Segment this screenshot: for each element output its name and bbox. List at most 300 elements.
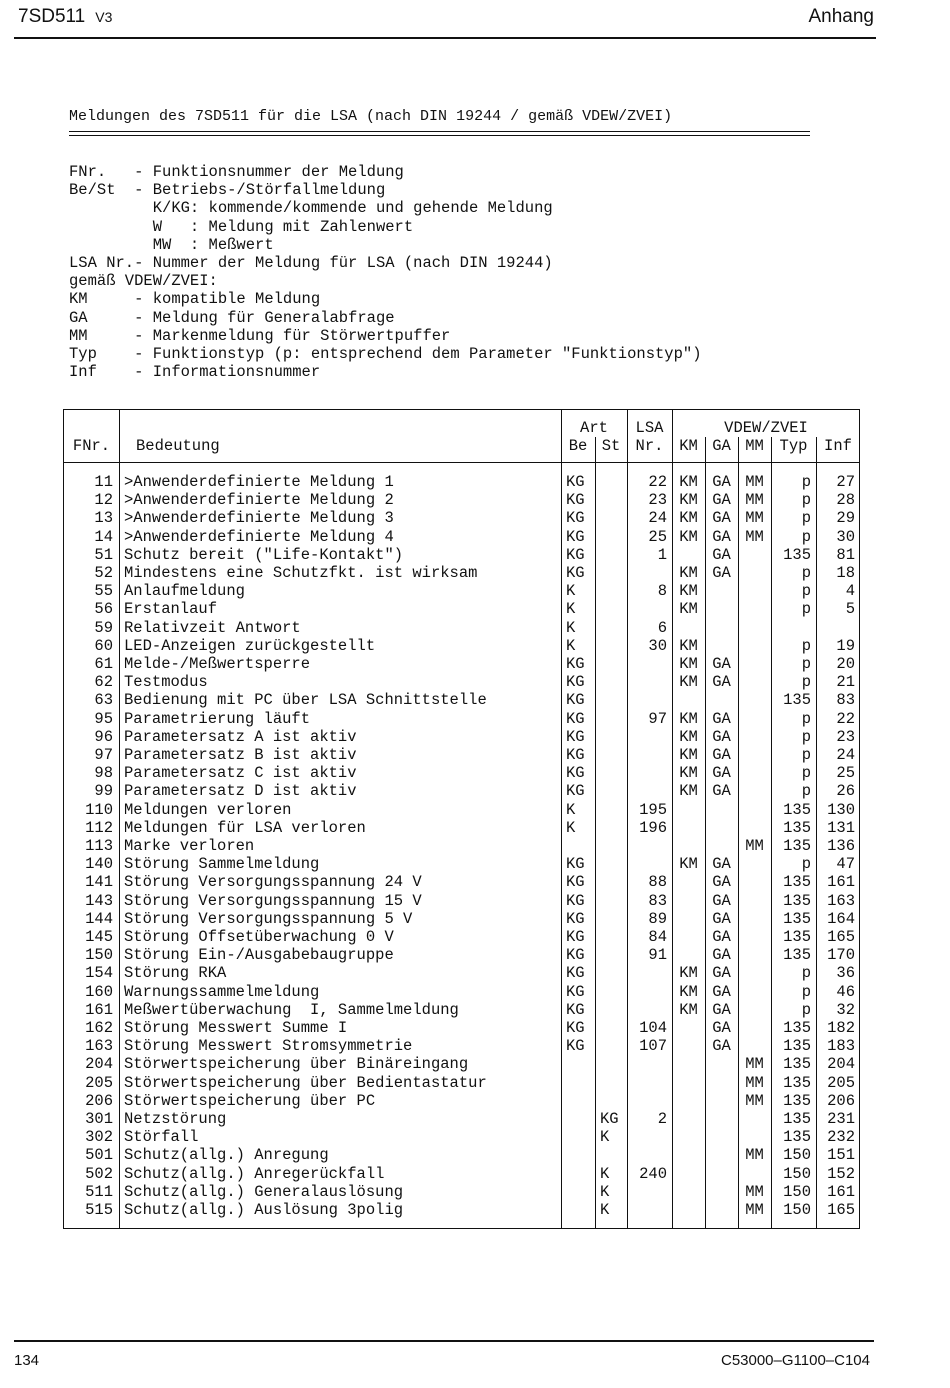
cell-typ: p	[801, 636, 811, 655]
cell-lsa: 97	[648, 709, 667, 728]
cell-text: Parametersatz C ist aktiv	[124, 764, 357, 783]
cell-be: K	[566, 818, 576, 837]
cell-ga: GA	[712, 873, 731, 892]
cell-fnr: 502	[85, 1164, 113, 1183]
cell-text: Schutz(allg.) Anregerückfall	[124, 1164, 385, 1183]
header-inf: Inf	[824, 437, 852, 455]
cell-text: Störung Versorgungsspannung 15 V	[124, 891, 422, 910]
cell-fnr: 511	[85, 1182, 113, 1201]
cell-fnr: 113	[85, 837, 113, 855]
cell-inf: 19	[836, 636, 855, 655]
cell-ga: GA	[712, 928, 731, 946]
cell-typ: p	[801, 1000, 811, 1019]
cell-lsa: 6	[657, 618, 667, 637]
cell-fnr: 97	[94, 746, 113, 764]
cell-ga: GA	[712, 545, 731, 564]
cell-text: >Anwenderdefinierte Meldung 3	[124, 509, 394, 528]
footer-rule	[14, 1340, 874, 1342]
cell-fnr: 95	[94, 709, 113, 728]
cell-km: KM	[679, 655, 698, 673]
cell-mm: MM	[745, 1055, 764, 1074]
cell-text: >Anwenderdefinierte Meldung 2	[124, 491, 394, 510]
cell-lsa: 196	[639, 818, 667, 837]
cell-inf: 165	[827, 1201, 855, 1219]
cell-st: KG	[600, 1110, 619, 1128]
cell-km: KM	[679, 564, 698, 582]
cell-be: K	[566, 582, 576, 601]
cell-text: Schutz(allg.) Anregung	[124, 1146, 329, 1165]
cell-km: KM	[679, 636, 698, 655]
cell-mm: MM	[745, 473, 764, 491]
cell-fnr: 141	[85, 873, 113, 892]
cell-typ: 135	[783, 545, 811, 564]
cell-be: KG	[566, 891, 585, 910]
legend-line: W : Meldung mit Zahlenwert	[69, 217, 414, 236]
cell-lsa: 22	[648, 473, 667, 491]
cell-ga: GA	[712, 491, 731, 510]
header-mm: MM	[745, 437, 764, 455]
legend-line: Inf - Informationsnummer	[69, 363, 321, 382]
cell-km: KM	[679, 782, 698, 801]
cell-inf: 21	[836, 673, 855, 692]
cell-fnr: 63	[94, 691, 113, 710]
cell-text: Schutz(allg.) Generalauslösung	[124, 1182, 404, 1201]
cell-text: Parametersatz D ist aktiv	[124, 782, 357, 801]
cell-fnr: 204	[85, 1055, 113, 1074]
cell-ga: GA	[712, 746, 731, 764]
cell-lsa: 30	[648, 636, 667, 655]
cell-inf: 36	[836, 964, 855, 983]
cell-typ: p	[801, 764, 811, 783]
cell-fnr: 110	[85, 800, 113, 819]
cell-inf: 130	[827, 800, 855, 819]
cell-km: KM	[679, 1000, 698, 1019]
cell-km: KM	[679, 746, 698, 764]
cell-ga: GA	[712, 527, 731, 546]
cell-typ: 135	[783, 1055, 811, 1074]
cell-typ: 135	[783, 909, 811, 928]
cell-be: KG	[566, 491, 585, 510]
cell-fnr: 140	[85, 855, 113, 874]
cell-fnr: 11	[94, 473, 113, 491]
cell-typ: p	[801, 655, 811, 673]
legend-line: Typ - Funktionstyp (p: entsprechend dem Parameter "Funktionstyp")	[69, 345, 702, 364]
cell-text: Störung Messwert Summe I	[124, 1019, 348, 1037]
cell-be: KG	[566, 1037, 585, 1056]
cell-inf: 136	[827, 837, 855, 855]
cell-be: KG	[566, 946, 585, 965]
cell-inf: 183	[827, 1037, 855, 1056]
header-rule	[14, 37, 876, 39]
cell-km: KM	[679, 473, 698, 491]
cell-text: Störung Versorgungsspannung 5 V	[124, 909, 413, 928]
cell-ga: GA	[712, 909, 731, 928]
cell-text: Störfall	[124, 1128, 199, 1147]
cell-ga: GA	[712, 982, 731, 1001]
cell-fnr: 51	[94, 545, 113, 564]
cell-inf: 4	[845, 582, 855, 601]
cell-fnr: 515	[85, 1201, 113, 1219]
cell-typ: 135	[783, 1091, 811, 1110]
legend-line: K/KG: kommende/kommende und gehende Meldung	[69, 199, 553, 218]
cell-ga: GA	[712, 946, 731, 965]
cell-fnr: 99	[94, 782, 113, 801]
cell-fnr: 162	[85, 1019, 113, 1037]
cell-text: Parametersatz A ist aktiv	[124, 727, 357, 746]
heading-double-underline	[69, 131, 810, 136]
cell-lsa: 25	[648, 527, 667, 546]
cell-fnr: 163	[85, 1037, 113, 1056]
cell-typ: p	[801, 673, 811, 692]
cell-be: K	[566, 636, 576, 655]
cell-typ: 150	[783, 1201, 811, 1219]
cell-be: KG	[566, 1019, 585, 1037]
cell-inf: 29	[836, 509, 855, 528]
cell-ga: GA	[712, 1019, 731, 1037]
cell-fnr: 501	[85, 1146, 113, 1165]
cell-text: Schutz(allg.) Auslösung 3polig	[124, 1201, 404, 1219]
col-divider-fnr	[119, 410, 120, 1228]
cell-text: Bedienung mit PC über LSA Schnittstelle	[124, 691, 487, 710]
cell-inf: 182	[827, 1019, 855, 1037]
cell-ga: GA	[712, 564, 731, 582]
cell-typ: p	[801, 855, 811, 874]
cell-st: K	[600, 1164, 610, 1183]
cell-typ: 150	[783, 1146, 811, 1165]
cell-lsa: 107	[639, 1037, 667, 1056]
cell-typ: 135	[783, 1128, 811, 1147]
cell-lsa: 88	[648, 873, 667, 892]
cell-inf: 231	[827, 1110, 855, 1128]
cell-fnr: 150	[85, 946, 113, 965]
cell-ga: GA	[712, 727, 731, 746]
cell-fnr: 206	[85, 1091, 113, 1110]
cell-text: Melde-/Meßwertsperre	[124, 655, 311, 673]
cell-text: Störung Messwert Stromsymmetrie	[124, 1037, 413, 1056]
cell-text: Relativzeit Antwort	[124, 618, 301, 637]
cell-mm: MM	[745, 1073, 764, 1092]
cell-km: KM	[679, 673, 698, 692]
cell-be: K	[566, 618, 576, 637]
cell-inf: 28	[836, 491, 855, 510]
cell-km: KM	[679, 764, 698, 783]
cell-inf: 32	[836, 1000, 855, 1019]
page-number: 134	[14, 1352, 40, 1369]
cell-mm: MM	[745, 1182, 764, 1201]
cell-fnr: 61	[94, 655, 113, 673]
cell-mm: MM	[745, 491, 764, 510]
cell-inf: 151	[827, 1146, 855, 1165]
cell-typ: p	[801, 564, 811, 582]
cell-typ: p	[801, 709, 811, 728]
legend-line: GA - Meldung für Generalabfrage	[69, 308, 395, 327]
cell-text: Störung Offsetüberwachung 0 V	[124, 928, 394, 946]
col-divider-bedeutung	[561, 410, 562, 1228]
cell-ga: GA	[712, 473, 731, 491]
cell-lsa: 2	[657, 1110, 667, 1128]
cell-st: K	[600, 1201, 610, 1219]
cell-inf: 152	[827, 1164, 855, 1183]
cell-st: K	[600, 1182, 610, 1201]
legend-line: MM - Markenmeldung für Störwertpuffer	[69, 326, 451, 345]
cell-inf: 206	[827, 1091, 855, 1110]
cell-km: KM	[679, 491, 698, 510]
cell-lsa: 23	[648, 491, 667, 510]
cell-fnr: 55	[94, 582, 113, 601]
cell-text: Testmodus	[124, 673, 208, 692]
cell-be: K	[566, 600, 576, 619]
legend-line: gemäß VDEW/ZVEI:	[69, 272, 218, 291]
cell-text: Störung Sammelmeldung	[124, 855, 320, 874]
cell-text: LED-Anzeigen zurückgestellt	[124, 636, 376, 655]
cell-inf: 205	[827, 1073, 855, 1092]
cell-typ: 135	[783, 837, 811, 855]
cell-ga: GA	[712, 891, 731, 910]
cell-typ: p	[801, 746, 811, 764]
cell-typ: 135	[783, 928, 811, 946]
legend-line: LSA Nr.- Nummer der Meldung für LSA (nach DIN 19244)	[69, 254, 553, 273]
cell-inf: 22	[836, 709, 855, 728]
cell-be: KG	[566, 473, 585, 491]
cell-km: KM	[679, 509, 698, 528]
cell-text: >Anwenderdefinierte Meldung 1	[124, 473, 394, 491]
cell-be: KG	[566, 673, 585, 692]
cell-km: KM	[679, 582, 698, 601]
cell-be: KG	[566, 727, 585, 746]
cell-text: Parametrierung läuft	[124, 709, 311, 728]
header-typ: Typ	[779, 437, 808, 455]
cell-be: KG	[566, 964, 585, 983]
cell-be: K	[566, 800, 576, 819]
product-version: V3	[95, 9, 113, 25]
cell-mm: MM	[745, 1146, 764, 1165]
cell-fnr: 52	[94, 564, 113, 582]
cell-typ: p	[801, 527, 811, 546]
cell-typ: p	[801, 473, 811, 491]
cell-typ: 135	[783, 891, 811, 910]
cell-be: KG	[566, 782, 585, 801]
header-vdew-zvei: VDEW/ZVEI	[724, 419, 808, 437]
legend-line: MW : Meßwert	[69, 235, 274, 254]
cell-be: KG	[566, 545, 585, 564]
cell-typ: 135	[783, 946, 811, 965]
cell-be: KG	[566, 655, 585, 673]
cell-be: KG	[566, 709, 585, 728]
cell-text: Störwertspeicherung über Binäreingang	[124, 1055, 469, 1074]
cell-lsa: 83	[648, 891, 667, 910]
cell-inf: 165	[827, 928, 855, 946]
cell-be: KG	[566, 527, 585, 546]
cell-typ: p	[801, 582, 811, 601]
header-be: Be	[568, 437, 588, 455]
cell-typ: p	[801, 964, 811, 983]
cell-fnr: 60	[94, 636, 113, 655]
legend	[69, 163, 702, 381]
cell-inf: 23	[836, 727, 855, 746]
cell-lsa: 89	[648, 909, 667, 928]
cell-fnr: 14	[94, 527, 113, 546]
cell-mm: MM	[745, 1091, 764, 1110]
cell-typ: 135	[783, 800, 811, 819]
cell-st: K	[600, 1128, 610, 1147]
cell-be: KG	[566, 1000, 585, 1019]
header-bedeutung: Bedeutung	[136, 437, 220, 455]
cell-text: Anlaufmeldung	[124, 582, 245, 601]
cell-fnr: 59	[94, 618, 113, 637]
cell-km: KM	[679, 600, 698, 619]
cell-inf: 46	[836, 982, 855, 1001]
cell-mm: MM	[745, 837, 764, 855]
cell-inf: 30	[836, 527, 855, 546]
header-lsa-nr: Nr.	[635, 437, 664, 455]
cell-text: Meßwertüberwachung I, Sammelmeldung	[124, 1000, 459, 1019]
cell-be: KG	[566, 982, 585, 1001]
cell-ga: GA	[712, 673, 731, 692]
cell-be: KG	[566, 564, 585, 582]
cell-km: KM	[679, 855, 698, 874]
legend-line: KM - kompatible Meldung	[69, 290, 321, 309]
cell-typ: 135	[783, 873, 811, 892]
header-st: St	[601, 437, 621, 455]
header-km: KM	[679, 437, 698, 455]
cell-inf: 163	[827, 891, 855, 910]
cell-fnr: 154	[85, 964, 113, 983]
cell-fnr: 12	[94, 491, 113, 510]
cell-ga: GA	[712, 1000, 731, 1019]
cell-lsa: 84	[648, 928, 667, 946]
cell-fnr: 301	[85, 1110, 113, 1128]
cell-fnr: 161	[85, 1000, 113, 1019]
cell-be: KG	[566, 764, 585, 783]
cell-text: Marke verloren	[124, 837, 255, 855]
cell-inf: 161	[827, 1182, 855, 1201]
cell-km: KM	[679, 964, 698, 983]
section-title: Anhang	[808, 6, 874, 27]
cell-text: Parametersatz B ist aktiv	[124, 746, 357, 764]
cell-typ: p	[801, 782, 811, 801]
cell-fnr: 205	[85, 1073, 113, 1092]
cell-mm: MM	[745, 509, 764, 528]
cell-ga: GA	[712, 855, 731, 874]
cell-be: KG	[566, 928, 585, 946]
cell-ga: GA	[712, 655, 731, 673]
cell-lsa: 104	[639, 1019, 667, 1037]
cell-inf: 25	[836, 764, 855, 783]
cell-fnr: 98	[94, 764, 113, 783]
cell-fnr: 144	[85, 909, 113, 928]
cell-typ: 135	[783, 1037, 811, 1056]
cell-typ: 135	[783, 1110, 811, 1128]
cell-text: Netzstörung	[124, 1110, 227, 1128]
cell-mm: MM	[745, 527, 764, 546]
cell-text: Störung RKA	[124, 964, 227, 983]
legend-line: Be/St - Betriebs-/Störfallmeldung	[69, 181, 386, 200]
cell-be: KG	[566, 855, 585, 874]
cell-typ: 135	[783, 691, 811, 710]
cell-lsa: 240	[639, 1164, 667, 1183]
header-ga: GA	[712, 437, 731, 455]
header-separator	[64, 462, 859, 463]
cell-km: KM	[679, 982, 698, 1001]
header-fnr: FNr.	[72, 437, 111, 455]
cell-lsa: 1	[657, 545, 667, 564]
document-heading: Meldungen des 7SD511 für die LSA (nach DIN 19244 / gemäß VDEW/ZVEI)	[69, 108, 673, 125]
cell-text: Mindestens eine Schutzfkt. ist wirksam	[124, 564, 478, 582]
cell-typ: 135	[783, 1073, 811, 1092]
cell-fnr: 13	[94, 509, 113, 528]
cell-text: Störwertspeicherung über Bedientastatur	[124, 1073, 487, 1092]
cell-ga: GA	[712, 964, 731, 983]
cell-lsa: 8	[657, 582, 667, 601]
cell-typ: p	[801, 491, 811, 510]
cell-text: Störung Ein-/Ausgabebaugruppe	[124, 946, 394, 965]
cell-mm: MM	[745, 1201, 764, 1219]
cell-text: Erstanlauf	[124, 600, 218, 619]
cell-ga: GA	[712, 764, 731, 783]
cell-typ: p	[801, 600, 811, 619]
cell-inf: 18	[836, 564, 855, 582]
cell-lsa: 195	[639, 800, 667, 819]
cell-fnr: 112	[85, 818, 113, 837]
cell-fnr: 160	[85, 982, 113, 1001]
cell-be: KG	[566, 509, 585, 528]
cell-inf: 161	[827, 873, 855, 892]
cell-text: Meldungen verloren	[124, 800, 292, 819]
product-name	[18, 6, 112, 28]
cell-text: >Anwenderdefinierte Meldung 4	[124, 527, 394, 546]
cell-be: KG	[566, 873, 585, 892]
cell-ga: GA	[712, 1037, 731, 1056]
cell-ga: GA	[712, 509, 731, 528]
cell-inf: 164	[827, 909, 855, 928]
cell-text: Störung Versorgungsspannung 24 V	[124, 873, 422, 892]
cell-typ: p	[801, 509, 811, 528]
message-table	[63, 409, 860, 1229]
cell-lsa: 24	[648, 509, 667, 528]
cell-inf: 24	[836, 746, 855, 764]
cell-inf: 20	[836, 655, 855, 673]
cell-typ: p	[801, 982, 811, 1001]
cell-typ: 135	[783, 818, 811, 837]
cell-text: Störwertspeicherung über PC	[124, 1091, 376, 1110]
cell-ga: GA	[712, 709, 731, 728]
cell-km: KM	[679, 727, 698, 746]
cell-inf: 131	[827, 818, 855, 837]
header-lsa: LSA	[635, 419, 664, 437]
cell-typ: p	[801, 727, 811, 746]
cell-km: KM	[679, 527, 698, 546]
cell-ga: GA	[712, 782, 731, 801]
cell-be: KG	[566, 691, 585, 710]
cell-fnr: 96	[94, 727, 113, 746]
cell-fnr: 62	[94, 673, 113, 692]
cell-inf: 81	[836, 545, 855, 564]
cell-inf: 47	[836, 855, 855, 874]
cell-inf: 26	[836, 782, 855, 801]
cell-text: Schutz bereit ("Life-Kontakt")	[124, 545, 404, 564]
legend-line: FNr. - Funktionsnummer der Meldung	[69, 163, 404, 181]
cell-text: Meldungen für LSA verloren	[124, 818, 366, 837]
cell-typ: 150	[783, 1182, 811, 1201]
cell-lsa: 91	[648, 946, 667, 965]
cell-fnr: 56	[94, 600, 113, 619]
cell-inf: 232	[827, 1128, 855, 1147]
cell-be: KG	[566, 909, 585, 928]
cell-fnr: 145	[85, 928, 113, 946]
cell-fnr: 302	[85, 1128, 113, 1147]
cell-inf: 27	[836, 473, 855, 491]
cell-inf: 170	[827, 946, 855, 965]
